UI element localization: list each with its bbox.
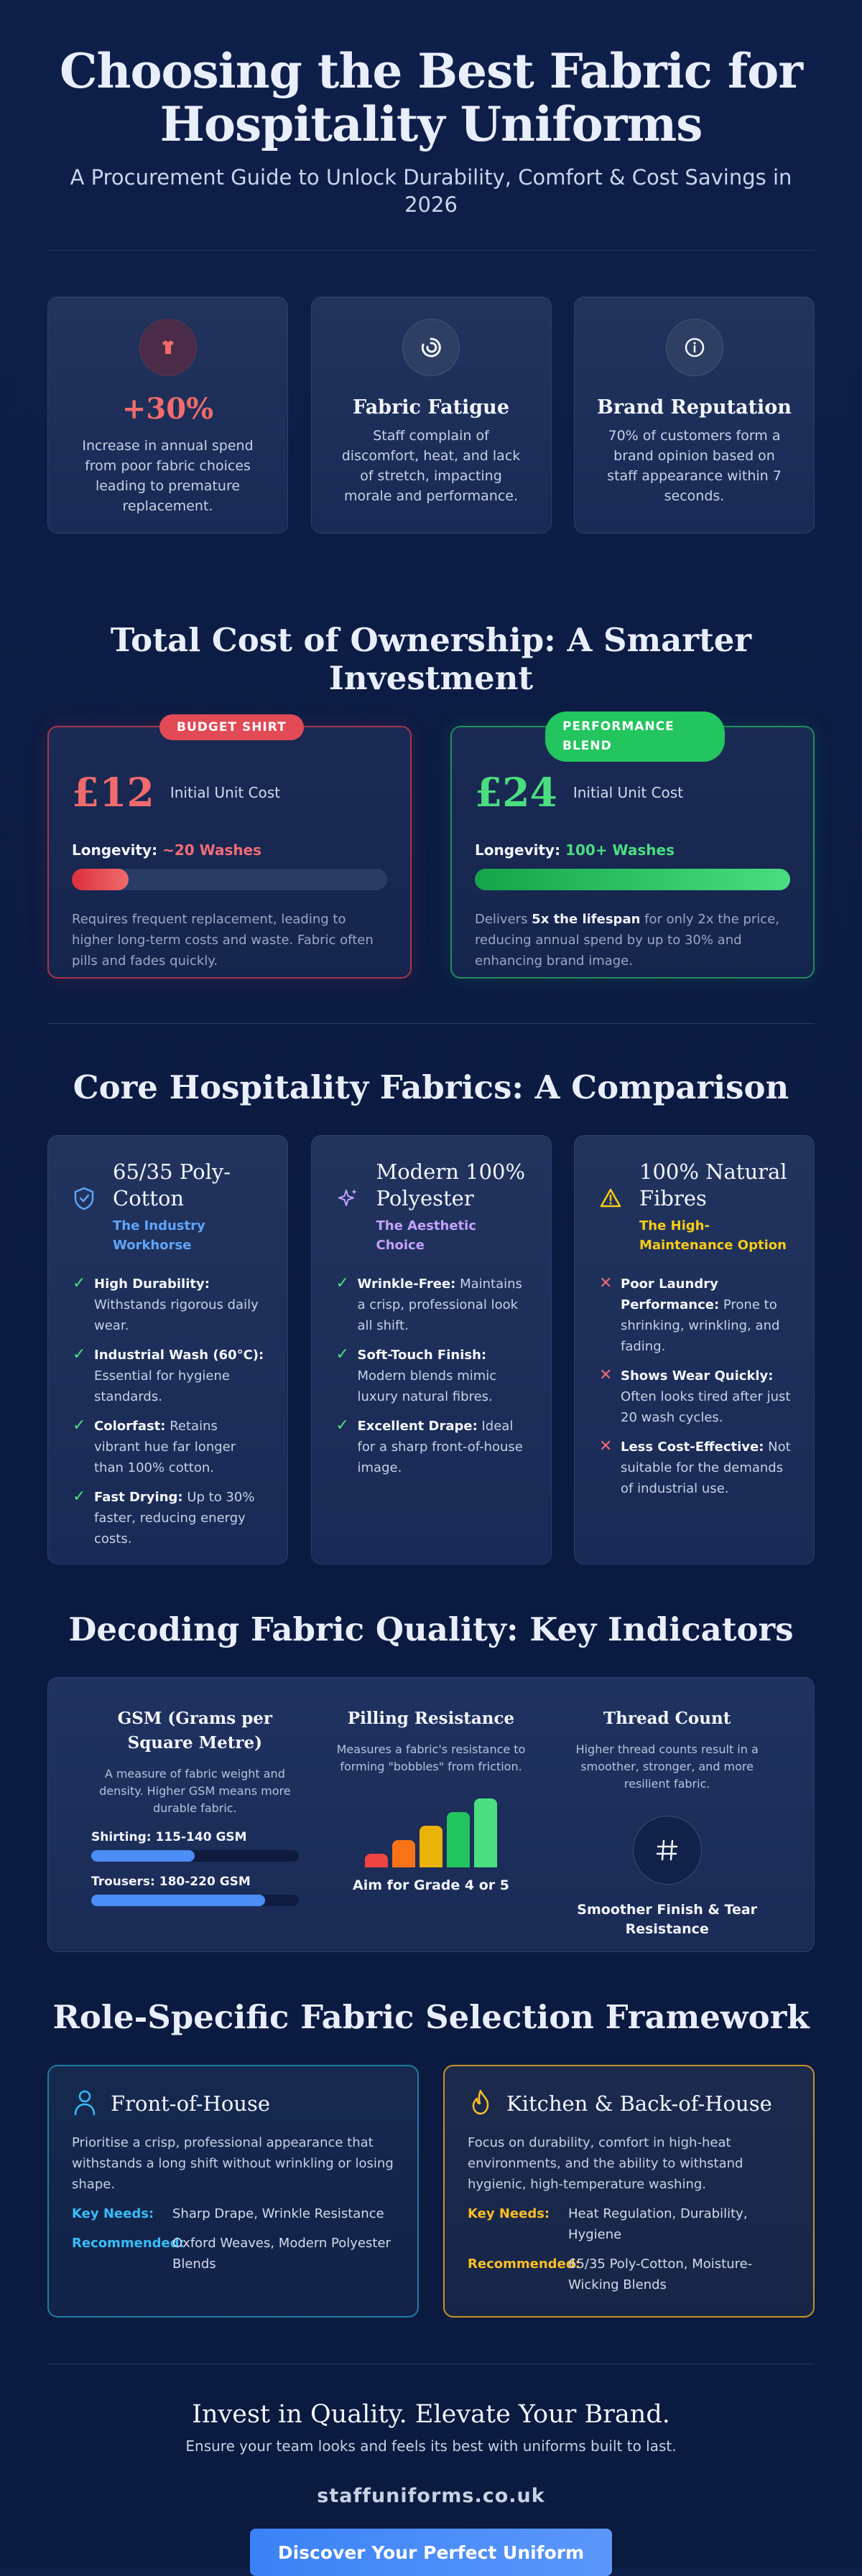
price-line (475, 769, 790, 816)
shirting-bar-fill (91, 1850, 195, 1862)
pilling-grade-bar-5 (474, 1798, 497, 1867)
gsm-title: GSM (Grams per Square Metre) (117, 1709, 273, 1753)
role-name: Front-of-House (111, 2091, 271, 2116)
fatigue-swirl-icon (402, 319, 460, 376)
desc-bold: 5x the lifespan (532, 912, 641, 927)
list-item (599, 1274, 792, 1357)
role-desc: Prioritise a crisp, professional appearance that withstands a long shift without wrinkling or losing shape. (72, 2135, 394, 2192)
pilling-grade-bar-4 (447, 1812, 470, 1867)
thread-column (549, 1707, 785, 1951)
discover-uniform-button[interactable]: Discover Your Perfect Uniform (250, 2529, 612, 2576)
check-icon: ✓ (73, 1345, 86, 1363)
stat-card-fatigue (311, 297, 552, 533)
pilling-grade-chart (328, 1787, 535, 1867)
recommended-value: Oxford Weaves, Modern Polyester Blends (172, 2236, 391, 2272)
page-subtitle: A Procurement Guide to Unlock Durability, Comfort & Cost Savings in 2026 (70, 165, 792, 217)
feature-text: Less Cost-Effective: Not suitable for the demands of industrial use. (621, 1439, 791, 1496)
key-needs-label: Key Needs: (468, 2206, 550, 2221)
recommended-row (468, 2254, 790, 2295)
key-needs-row (72, 2203, 394, 2224)
budget-badge: BUDGET SHIRT (159, 714, 304, 740)
fabric-tag: The High-Maintenance Option (639, 1218, 787, 1253)
person-icon (72, 2088, 98, 2119)
recommended-row (72, 2233, 394, 2274)
list-item (73, 1416, 266, 1478)
fabric-header (336, 1159, 529, 1255)
performance-badge: PERFORMANCE BLEND (545, 711, 725, 762)
stats-row (47, 297, 815, 533)
pilling-title: Pilling Resistance (347, 1709, 515, 1728)
trousers-label: Trousers: 180-220 GSM (91, 1875, 251, 1889)
feature-text: High Durability: Withstands rigorous daily wear. (94, 1277, 259, 1333)
tco-row (47, 719, 815, 979)
cross-icon: ✕ (599, 1274, 613, 1292)
longevity-bar (72, 869, 387, 890)
warning-icon (599, 1186, 625, 1255)
pilling-grade-bar-1 (365, 1854, 388, 1867)
longevity-label: Longevity: (72, 841, 158, 859)
fabric-card-natural (574, 1135, 815, 1564)
quality-section-title: Decoding Fabric Quality: Key Indicators (68, 1610, 794, 1648)
stat-desc: Staff complain of discomfort, heat, and lack of stretch, impacting morale and performance. (341, 428, 521, 504)
role-card-kitchen (443, 2065, 815, 2318)
thread-desc: Higher thread counts result in a smoother, stronger, and more resilient fabric. (575, 1742, 759, 1791)
fabric-header-text (639, 1159, 792, 1255)
recommended-value: 65/35 Poly-Cotton, Moisture-Wicking Blends (568, 2257, 753, 2292)
footer (47, 2400, 815, 2576)
stat-desc: Increase in annual spend from poor fabric choices leading to premature replacement. (82, 438, 254, 514)
tco-desc: Requires frequent replacement, leading to higher long-term costs and waste. Fabric often pills and fades quickly. (72, 912, 374, 969)
website-link[interactable]: staffuniforms.co.uk (317, 2485, 545, 2507)
longevity-line (475, 841, 790, 859)
page-title (47, 45, 815, 151)
feature-text: Wrinkle-Free: Maintains a crisp, professional look all shift. (357, 1277, 522, 1333)
list-item (336, 1416, 529, 1478)
feature-text: Colorfast: Retains vibrant hue far longer than 100% cotton. (94, 1419, 236, 1475)
fabric-name: Modern 100% Polyester (376, 1159, 526, 1210)
fabric-header-text (376, 1159, 529, 1255)
shirt-icon (139, 319, 197, 376)
roles-section-title: Role-Specific Fabric Selection Framework (52, 1998, 810, 2036)
longevity-value: 100+ Washes (565, 841, 675, 859)
tco-desc (475, 909, 790, 971)
fabric-feature-list (599, 1274, 792, 1499)
role-card-front-of-house (47, 2065, 419, 2318)
fabric-feature-list (336, 1274, 529, 1478)
unit-price: £24 (475, 769, 557, 816)
trousers-bar-fill (91, 1895, 265, 1906)
cross-icon: ✕ (599, 1366, 613, 1384)
fabric-card-polycotton (47, 1135, 288, 1564)
pilling-caption: Aim for Grade 4 or 5 (353, 1877, 509, 1893)
tco-card-budget (47, 720, 412, 979)
list-item (336, 1274, 529, 1336)
footer-subtitle: Ensure your team looks and feels its best with uniforms built to last. (185, 2437, 677, 2455)
feature-text: Fast Drying: Up to 30% faster, reducing energy costs. (94, 1490, 255, 1546)
feature-text: Shows Wear Quickly: Often looks tired after just 20 wash cycles. (621, 1368, 791, 1425)
check-icon: ✓ (335, 1417, 349, 1434)
quality-panel (47, 1677, 815, 1952)
feature-text: Industrial Wash (60°C): Essential for hygiene standards. (94, 1348, 264, 1404)
tco-card-performance (450, 719, 815, 979)
list-item (336, 1345, 529, 1407)
info-icon (666, 319, 723, 376)
trousers-bar (91, 1895, 299, 1906)
role-header (468, 2088, 790, 2119)
stat-card-brand (574, 297, 815, 533)
roles-row (47, 2065, 815, 2318)
tco-divider (47, 1023, 815, 1024)
price-line (72, 769, 387, 816)
desc-pre: Delivers (475, 912, 532, 927)
list-item (599, 1366, 792, 1428)
fabrics-row (47, 1135, 815, 1564)
cross-icon: ✕ (599, 1437, 613, 1455)
recommended-label: Recommended: (72, 2236, 185, 2251)
tco-section-title: Total Cost of Ownership: A Smarter Investment (110, 621, 752, 697)
hero (47, 0, 815, 218)
stat-headline: Fabric Fatigue (353, 396, 509, 419)
hash-icon (633, 1816, 702, 1885)
fabric-tag: The Aesthetic Choice (376, 1218, 476, 1253)
longevity-bar (475, 869, 790, 890)
longevity-label: Longevity: (475, 841, 561, 859)
thread-caption: Smoother Finish & Tear Resistance (577, 1902, 758, 1937)
fabric-card-polyester (311, 1135, 552, 1564)
feature-text: Excellent Drape: Ideal for a sharp front-of-house image. (357, 1419, 523, 1475)
longevity-bar-fill (475, 869, 790, 890)
gsm-column (77, 1707, 313, 1951)
fabric-header (599, 1159, 792, 1255)
desc-post: for only 2x the price, reducing annual spend by up to 30% and enhancing brand image. (475, 912, 780, 969)
stat-headline: +30% (121, 392, 214, 426)
shirting-label: Shirting: 115-140 GSM (91, 1830, 247, 1844)
fabric-header-text (113, 1159, 266, 1255)
check-icon: ✓ (335, 1345, 349, 1363)
thread-title: Thread Count (603, 1709, 731, 1728)
pilling-grade-bar-3 (420, 1826, 442, 1867)
title-line-1: Choosing the Best Fabric for (59, 43, 803, 99)
longevity-bar-fill (72, 869, 129, 890)
footer-title: Invest in Quality. Elevate Your Brand. (192, 2400, 670, 2429)
shirting-bar (91, 1850, 299, 1862)
price-label: Initial Unit Cost (170, 783, 281, 801)
recommended-label: Recommended: (468, 2257, 580, 2272)
list-item (73, 1345, 266, 1407)
stat-desc: 70% of customers form a brand opinion based on staff appearance within 7 seconds. (607, 428, 782, 504)
fabric-feature-list (73, 1274, 266, 1549)
stat-headline: Brand Reputation (597, 396, 792, 419)
key-needs-value: Heat Regulation, Durability, Hygiene (568, 2206, 748, 2242)
fabric-name: 100% Natural Fibres (639, 1159, 787, 1210)
flame-icon (468, 2088, 493, 2119)
fabric-header (73, 1159, 266, 1255)
unit-price: £12 (72, 769, 154, 816)
key-needs-value: Sharp Drape, Wrinkle Resistance (172, 2206, 384, 2221)
fabrics-section-title: Core Hospitality Fabrics: A Comparison (73, 1068, 789, 1106)
check-icon: ✓ (73, 1417, 86, 1434)
longevity-value: ~20 Washes (162, 841, 262, 859)
role-desc: Focus on durability, comfort in high-heat environments, and the ability to withstand hygienic, high-temperature washing. (468, 2135, 743, 2192)
pilling-desc: Measures a fabric's resistance to forming "bobbles" from friction. (336, 1742, 526, 1773)
shield-icon (73, 1186, 98, 1255)
footer-divider (47, 2363, 815, 2364)
feature-text: Poor Laundry Performance: Prone to shrinking, wrinkling, and fading. (621, 1277, 780, 1354)
fabric-name: 65/35 Poly-Cotton (113, 1159, 231, 1210)
fabric-tag: The Industry Workhorse (113, 1218, 205, 1253)
key-needs-label: Key Needs: (72, 2206, 154, 2221)
check-icon: ✓ (335, 1274, 349, 1292)
pilling-column (313, 1707, 550, 1951)
role-name: Kitchen & Back-of-House (506, 2091, 772, 2116)
longevity-line (72, 841, 387, 859)
feature-text: Soft-Touch Finish: Modern blends mimic luxury natural fibres. (357, 1348, 497, 1404)
role-header (72, 2088, 394, 2119)
hero-divider (47, 250, 815, 251)
list-item (73, 1487, 266, 1549)
stat-card-spend (47, 297, 288, 533)
gsm-desc: A measure of fabric weight and density. Higher GSM means more durable fabric. (99, 1767, 291, 1815)
check-icon: ✓ (73, 1488, 86, 1506)
list-item (73, 1274, 266, 1336)
check-icon: ✓ (73, 1274, 86, 1292)
price-label: Initial Unit Cost (573, 783, 684, 801)
list-item (599, 1437, 792, 1499)
title-line-2: Hospitality Uniforms (159, 96, 703, 152)
pilling-grade-bar-2 (392, 1840, 415, 1867)
key-needs-row (468, 2203, 790, 2245)
sparkle-icon (336, 1186, 362, 1255)
